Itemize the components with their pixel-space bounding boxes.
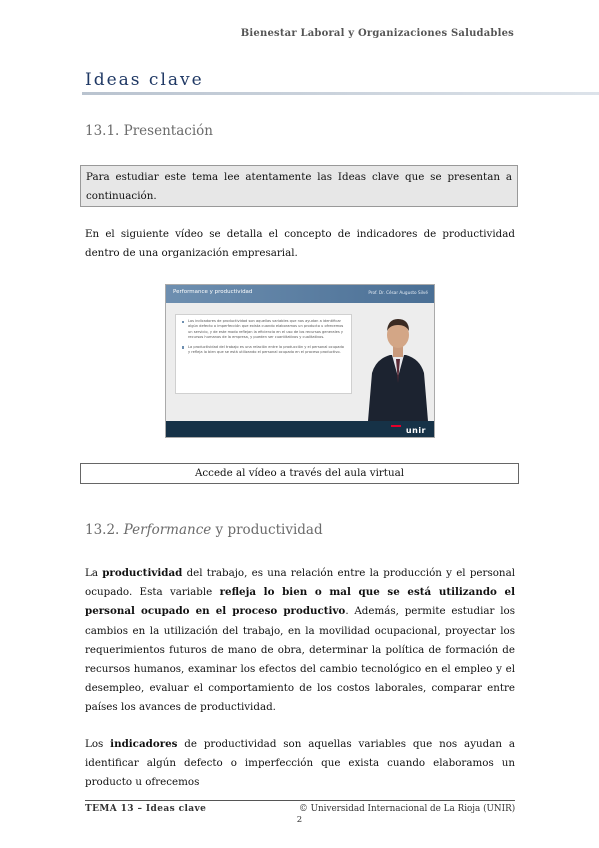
section-heading-presentacion: 13.1. Presentación [85,123,213,139]
text-run: La [85,567,103,579]
unir-logo: unir [405,426,426,435]
footer-topic: TEMA 13 – Ideas clave [85,804,207,814]
slide-bullet: Los indicadores de productividad son aquellas variables que nos ayudan a identificar algún defecto o imperfección que exista cuando elaboramos un producto u ofrecemos un servicio, y de este modo reflejan la eficiencia en el uso de los recursos generales y recursos humanos de la empresa, y pueden ser cuantitativos y cualitativos. [182,319,345,341]
logo-accent [391,425,401,427]
title-rule [82,92,599,95]
section-heading-italic: Performance [123,522,212,538]
bold-term: indicadores [110,738,178,750]
slide-bullet: La productividad del trabajo es una relación entre la producción y el personal ocupado y refleja lo bien que se está utilizando el personal ocupado en el proceso productivo. [182,345,345,356]
footer-rule [85,800,515,801]
section-number: 13.2. [85,522,120,538]
section-heading-performance [85,522,323,538]
page-number: 2 [296,815,303,825]
study-notice-box: Para estudiar este tema lee atentamente las Ideas clave que se presentan a continuación. [80,165,518,207]
bold-term: productividad [102,567,183,579]
intro-paragraph: En el siguiente vídeo se detalla el concepto de indicadores de productividad dentro de una organización empresarial. [85,228,515,260]
video-title: Performance y productividad [173,289,253,295]
section-heading-rest: y productividad [215,522,323,538]
page-title: Ideas clave [85,70,204,90]
text-run: de productividad son aquellas variables que nos ayudan a identificar algún defecto o imperfección que exista cuando elaboramos un producto u ofrecemos [85,738,515,789]
video-author: Prof. Dr. César Augusto Silvé [368,290,428,295]
video-access-link[interactable]: Accede al vídeo a través del aula virtual [80,463,519,484]
presenter-image [362,301,434,421]
video-footer-bar [166,421,434,437]
footer-copyright: © Universidad Internacional de La Rioja (UNIR) [299,804,516,814]
productividad-paragraph [85,564,515,718]
bold-phrase: refleja lo bien o mal que se está utilizando el personal ocupado en el proceso productivo [85,586,515,618]
text-run: Los [85,738,111,750]
text-run: . Además, permite estudiar los cambios en la utilización del trabajo, en la movilidad ocupacional, proyectar los requerimientos futuros de mano de obra, determinar la política de formación de recursos humanos, examinar los efectos del cambio tecnológico en el empleo y el desempleo, evaluar el comportamiento de los costos laborales, comparar entre países los avances de productividad. [85,605,515,714]
indicadores-paragraph [85,735,515,793]
video-thumbnail[interactable] [165,284,435,438]
video-slide-content [175,314,352,394]
running-header: Bienestar Laboral y Organizaciones Saludables [240,28,514,39]
text-run: del trabajo, es una relación entre la producción y el personal ocupado. Esta variable [85,567,516,599]
